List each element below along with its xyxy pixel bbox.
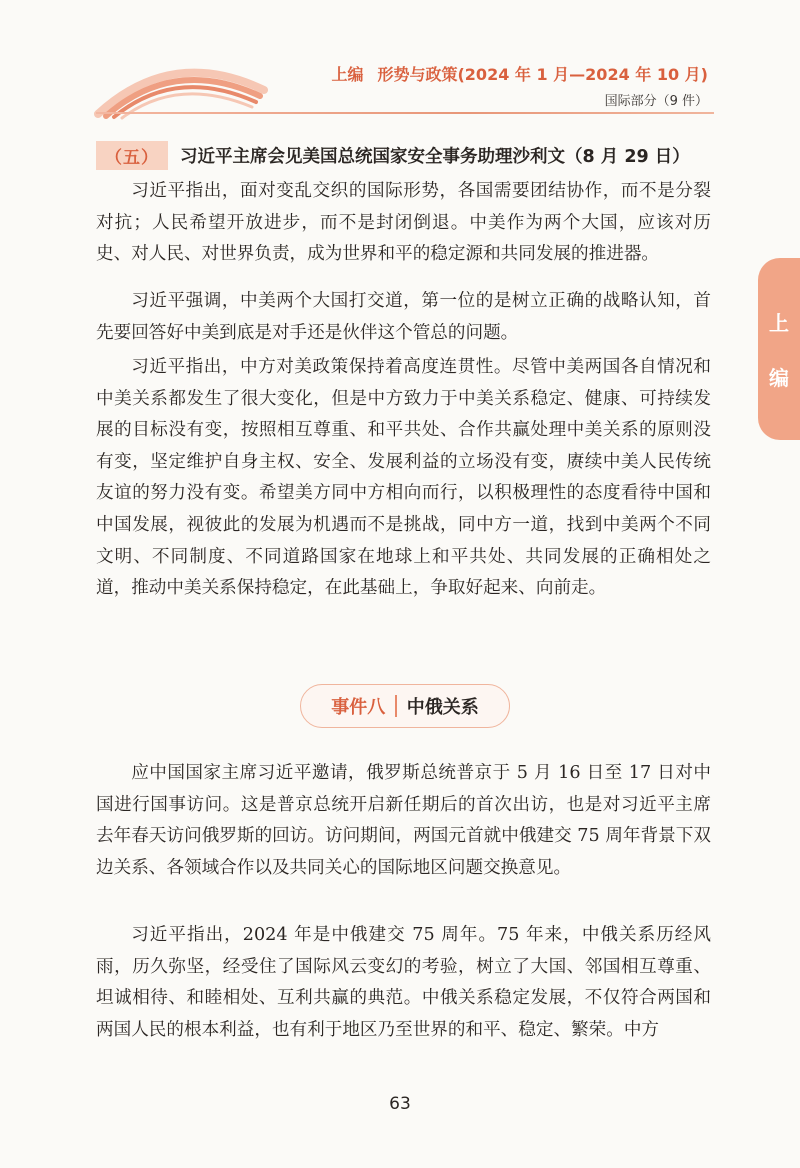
running-header-subtitle: 国际部分（9 件） bbox=[604, 94, 708, 109]
running-header-title bbox=[331, 62, 708, 85]
side-tab-char-2: 编 bbox=[769, 366, 789, 390]
body-paragraph: 习近平强调，中美两个大国打交道，第一位的是树立正确的战略认知，首先要回答好中美到底是对手还是伙伴这个管总的问题。 bbox=[96, 291, 711, 343]
body-paragraph: 习近平指出，面对变乱交织的国际形势，各国需要团结协作，而不是分裂对抗；人民希望开放进步，而不是封闭倒退。中美作为两个大国，应该对历史、对人民、对世界负责，成为世界和平的稳定源和共同发展的推进器。 bbox=[96, 181, 711, 265]
body-paragraph: 习近平指出，中方对美政策保持着高度连贯性。尽管中美两国各自情况和中美关系都发生了很大变化，但是中方致力于中美关系稳定、健康、可持续发展的目标没有变，按照相互尊重、和平共处、合作共赢处理中美关系的原则没有变，坚定维护自身主权、安全、发展利益的立场没有变，赓续中美人民传统友谊的努力没有变。希望美方同中方相向而行，以积极理性的态度看待中国和中国发展，视彼此的发展为机遇而不是挑战，同中方一道，找到中美两个不同文明、不同制度、不同道路国家在地球上和平共处、共同发展的正确相处之道，推动中美关系保持稳定，在此基础上，争取好起来、向前走。 bbox=[96, 357, 711, 599]
running-header-part: 上编 bbox=[331, 65, 364, 84]
event-label: 事件八 bbox=[331, 697, 386, 718]
running-header-book-title: 形势与政策(2024 年 1 月—2024 年 10 月) bbox=[377, 65, 708, 84]
rainbow-arc-decoration bbox=[92, 50, 272, 120]
body-paragraph: 应中国国家主席习近平邀请，俄罗斯总统普京于 5 月 16 日至 17 日对中国进行国事访问。这是普京总统开启新任期后的首次出访，也是对习近平主席去年春天访问俄罗斯的回访。访问期间，两国元首就中俄建交 75 周年背景下双边关系、各领域合作以及共同关心的国际地区问题交换意见。 bbox=[96, 763, 711, 878]
side-thumb-tab bbox=[758, 258, 800, 440]
event-title-divider bbox=[395, 695, 397, 717]
event-title-pill bbox=[300, 684, 510, 728]
section-title: 习近平主席会见美国总统国家安全事务助理沙利文（8 月 29 日） bbox=[180, 147, 690, 167]
section-heading bbox=[96, 141, 708, 170]
body-paragraph: 习近平指出，2024 年是中俄建交 75 周年。75 年来，中俄关系历经风雨，历久弥坚，经受住了国际风云变幻的考验，树立了大国、邻国相互尊重、坦诚相待、和睦相处、互利共赢的典范。中俄关系稳定发展，不仅符合两国和两国人民的根本利益，也有利于地区乃至世界的和平、稳定、繁荣。中方 bbox=[96, 925, 711, 1040]
event-topic: 中俄关系 bbox=[406, 697, 479, 718]
page-number: 63 bbox=[389, 1094, 411, 1114]
section-number-badge: （五） bbox=[96, 141, 168, 170]
side-tab-char-1: 上 bbox=[769, 311, 789, 335]
header-divider bbox=[96, 112, 714, 114]
